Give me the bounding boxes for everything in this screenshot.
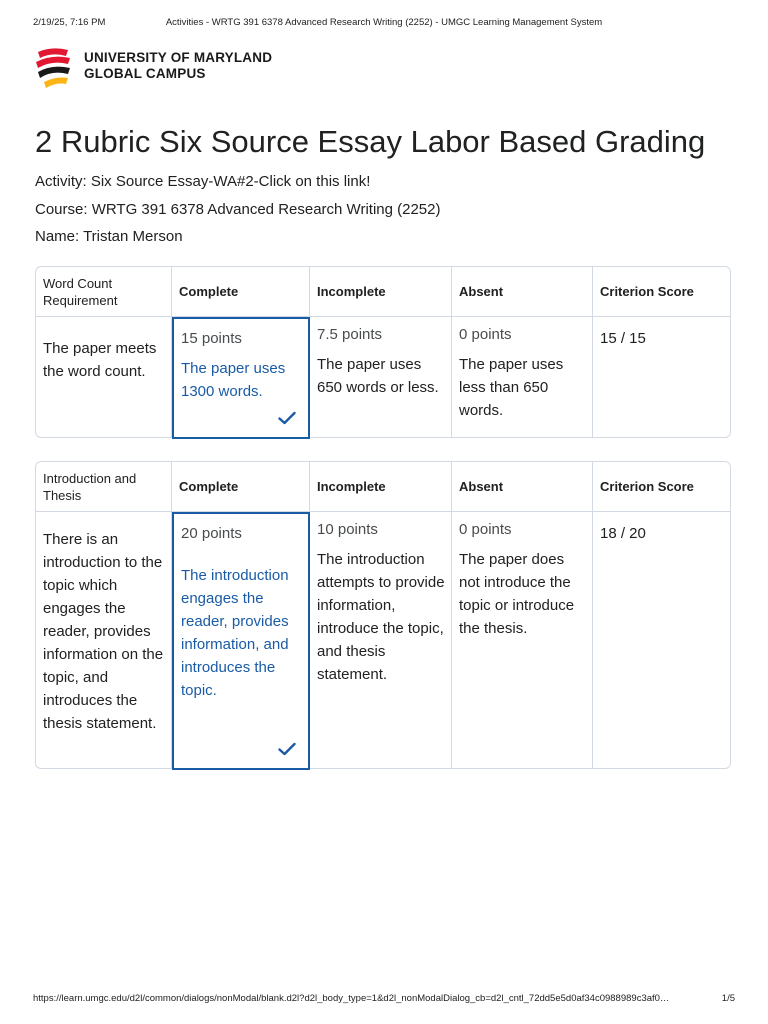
logo-line-1: UNIVERSITY OF MARYLAND xyxy=(84,50,273,65)
checkmark-icon xyxy=(278,742,296,756)
criterion-description: There is an introduction to the topic which engages the reader, provides information on the topic, and introduces the thesis statement. xyxy=(36,512,172,768)
level-points: 0 points xyxy=(459,521,512,538)
level-incomplete-cell[interactable] xyxy=(310,512,452,768)
header-incomplete: Incomplete xyxy=(310,462,452,512)
level-description: The paper does not introduce the topic or introduce the thesis. xyxy=(459,551,575,637)
student-name: Name: Tristan Merson xyxy=(35,228,183,245)
print-page-title: Activities - WRTG 391 6378 Advanced Research Writing (2252) - UMGC Learning Management System xyxy=(165,17,603,28)
header-complete: Complete xyxy=(172,462,310,512)
level-description: The paper uses less than 650 words. xyxy=(459,356,564,419)
level-description: The introduction engages the reader, provides information, and introduces the topic. xyxy=(181,567,289,699)
umgc-flag-icon xyxy=(34,44,76,88)
level-description: The paper uses 1300 words. xyxy=(181,360,286,400)
level-complete-selected[interactable] xyxy=(172,512,310,770)
print-url: https://learn.umgc.edu/d2l/common/dialogs/nonModal/blank.d2l?d2l_body_type=1&d2l_nonModalDialog_cb=d2l_cntl_72dd5e5d0af34c0988989c3af0… xyxy=(33,993,670,1004)
checkmark-icon xyxy=(278,411,296,425)
rubric-table-introduction xyxy=(35,461,731,769)
level-complete-selected[interactable] xyxy=(172,317,310,439)
level-points: 7.5 points xyxy=(317,326,383,343)
page-number: 1/5 xyxy=(721,993,735,1004)
level-points: 15 points xyxy=(181,330,242,347)
level-points: 0 points xyxy=(459,326,512,343)
print-date: 2/19/25, 7:16 PM xyxy=(33,17,106,28)
level-description: The paper uses 650 words or less. xyxy=(317,356,439,396)
header-absent: Absent xyxy=(452,462,593,512)
page-title: 2 Rubric Six Source Essay Labor Based Grading xyxy=(35,124,706,159)
rubric-table-word-count xyxy=(35,266,731,438)
criterion-description: The paper meets the word count. xyxy=(36,317,172,437)
level-description: The introduction attempts to provide information, introduce the topic, and thesis statement. xyxy=(317,551,445,683)
criterion-score: 15 / 15 xyxy=(600,330,646,347)
activity-info: Activity: Six Source Essay-WA#2-Click on this link! xyxy=(35,173,371,190)
level-points: 10 points xyxy=(317,521,378,538)
print-header xyxy=(33,17,735,31)
level-absent-cell[interactable] xyxy=(452,317,593,437)
level-incomplete-cell[interactable] xyxy=(310,317,452,437)
criterion-title: Introduction and Thesis xyxy=(36,462,172,512)
course-info: Course: WRTG 391 6378 Advanced Research Writing (2252) xyxy=(35,201,441,218)
print-footer xyxy=(33,993,735,1007)
criterion-title: Word Count Requirement xyxy=(36,267,172,317)
level-absent-cell[interactable] xyxy=(452,512,593,768)
header-incomplete: Incomplete xyxy=(310,267,452,317)
header-criterion-score: Criterion Score xyxy=(593,267,731,317)
logo-line-2: GLOBAL CAMPUS xyxy=(84,66,206,81)
criterion-score: 18 / 20 xyxy=(600,525,646,542)
header-absent: Absent xyxy=(452,267,593,317)
logo-wordmark xyxy=(84,50,344,82)
header-criterion-score: Criterion Score xyxy=(593,462,731,512)
level-points: 20 points xyxy=(181,525,242,542)
header-complete: Complete xyxy=(172,267,310,317)
